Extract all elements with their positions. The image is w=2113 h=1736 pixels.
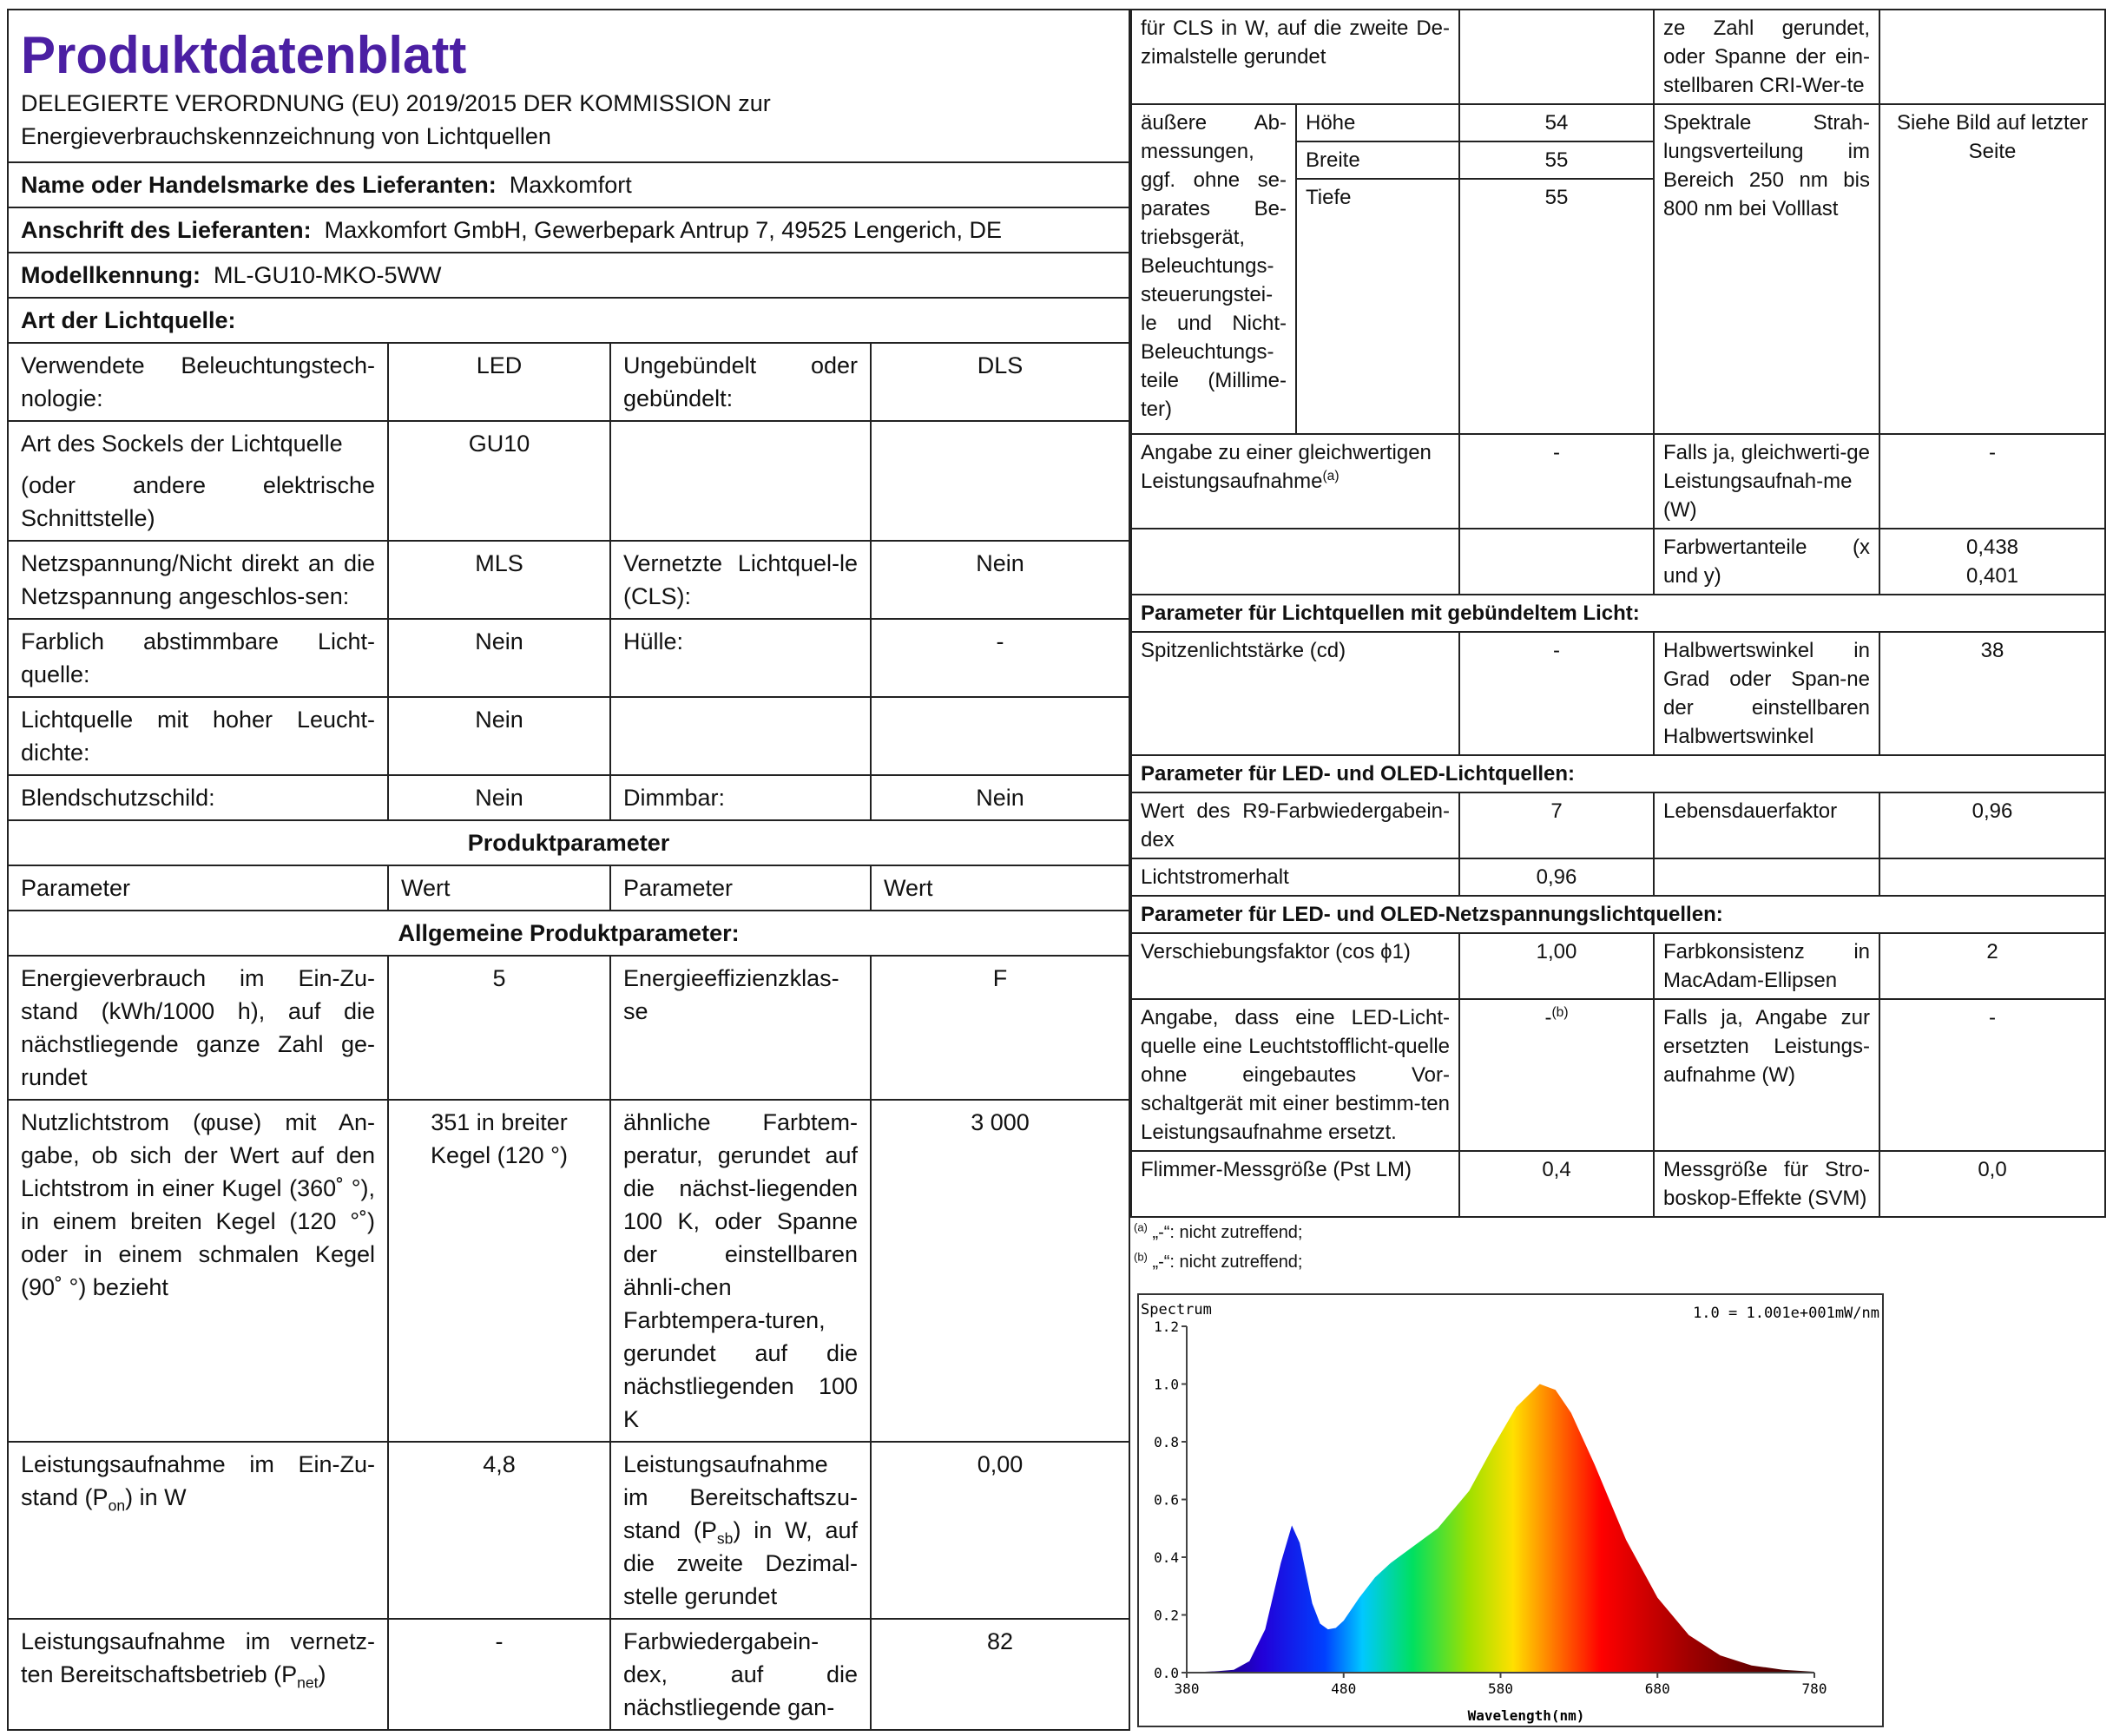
networked-standby-label [8, 1619, 388, 1730]
directional-params-heading: Parameter für Lichtquellen mit gebündeltem Licht: [1131, 595, 2105, 632]
on-mode-power-label-end: ) in W [125, 1484, 187, 1510]
footnote-a-marker: (a) [1322, 469, 1340, 483]
energy-consumption-value: 5 [388, 956, 610, 1100]
y-tick-label: 1.2 [1154, 1318, 1179, 1335]
x-tick-label: 380 [1174, 1680, 1200, 1697]
cri-label: Farbwiedergabein-dex, auf die nächstliegende gan- [610, 1619, 871, 1730]
footnote-b-mark: (b) [1134, 1250, 1148, 1264]
on-mode-power-label-text: Leistungsaufnahme im Ein-Zu-stand (P [21, 1451, 375, 1510]
stroboscopic-label: Messgröße für Stro-boskop-Effekte (SVM) [1654, 1151, 1879, 1217]
light-type-heading: Art der Lichtquelle: [8, 298, 1129, 343]
left-column [7, 9, 1129, 1731]
regulation-line-1: DELEGIERTE VERORDNUNG (EU) 2019/2015 DER KOMMISSION zur [21, 90, 771, 116]
fluorescent-replacement-value-text: - [1544, 1006, 1552, 1029]
envelope-value: - [871, 619, 1129, 697]
mains-value: MLS [388, 541, 610, 619]
stroboscopic-value: 0,0 [1879, 1151, 2105, 1217]
height-value: 54 [1459, 104, 1654, 141]
empty-cell [1654, 858, 1879, 896]
datasheet-right-table [1130, 9, 2106, 1218]
glare-shield-value: Nein [388, 775, 610, 820]
displacement-factor-value: 1,00 [1459, 933, 1654, 999]
dimmable-label: Dimmbar: [610, 775, 871, 820]
color-tunable-label: Farblich abstimmbare Licht-quelle: [8, 619, 388, 697]
footnote-b-text: „-“: nicht zutreffend; [1152, 1253, 1303, 1272]
col-header-param: Parameter [8, 865, 388, 911]
equivalent-power-label [1131, 434, 1459, 529]
high-luminance-value: Nein [388, 697, 610, 775]
color-tunable-value: Nein [388, 619, 610, 697]
general-params-heading: Allgemeine Produktparameter: [8, 911, 1129, 956]
networked-standby-label-end: ) [318, 1661, 326, 1687]
product-params-heading: Produktparameter [8, 820, 1129, 865]
standby-power-label [610, 1442, 871, 1619]
empty-cell [871, 697, 1129, 775]
luminous-flux-label: Nutzlichtstrom (φuse) mit An-gabe, ob sich der Wert auf den Lichtstrom in einer Kugel (360˚ °), in einem breiten Kegel (120 °˚) oder in einem schmalen Kegel (90˚ °) bezieht [8, 1100, 388, 1442]
regulation-line-2: Energieverbrauchskennzeichnung von Lichtquellen [21, 123, 551, 149]
footnote-a [1130, 1218, 2104, 1247]
y-tick-label: 0.6 [1154, 1491, 1179, 1509]
standby-power-subscript: sb [716, 1529, 734, 1548]
cri-value: 82 [871, 1619, 1129, 1730]
equivalent-power-value: - [1459, 434, 1654, 529]
replaced-power-label: Falls ja, Angabe zur ersetzten Leistungs-aufnahme (W) [1654, 999, 1879, 1151]
socket-value: GU10 [388, 421, 610, 541]
equivalent-power-w-label: Falls ja, gleichwerti-ge Leistungsaufnah-me (W) [1654, 434, 1879, 529]
fluorescent-replacement-value [1459, 999, 1654, 1151]
chromaticity-y: 0,401 [1965, 564, 2019, 588]
tech-label: Verwendete Beleuchtungstech-nologie: [8, 343, 388, 421]
focus-value: DLS [871, 343, 1129, 421]
high-luminance-label: Lichtquelle mit hoher Leucht-dichte: [8, 697, 388, 775]
col-header-value: Wert [871, 865, 1129, 911]
spectral-distribution-value: Siehe Bild auf letzter Seite [1879, 104, 2105, 434]
chart-scale-note: 1.0 = 1.001e+001mW/nm [1693, 1305, 1879, 1322]
envelope-label: Hülle: [610, 619, 871, 697]
footnote-b-marker: (b) [1551, 1005, 1569, 1020]
supplier-address-value: Maxkomfort GmbH, Gewerbepark Antrup 7, 49525 Lengerich, DE [324, 217, 1002, 243]
energy-class-label: Energieeffizienzklas-se [610, 956, 871, 1100]
replaced-power-value: - [1879, 999, 2105, 1151]
model-row [8, 253, 1129, 298]
supplier-name-row [8, 162, 1129, 207]
lumen-maintenance-label: Lichtstromerhalt [1131, 858, 1459, 896]
networked-standby-value: - [388, 1619, 610, 1730]
r9-label: Wert des R9-Farbwiedergabein-dex [1131, 792, 1459, 858]
cri-label-cont: ze Zahl gerundet, oder Spanne der ein-stellbaren CRI-Wer-te [1654, 10, 1879, 104]
depth-label: Tiefe [1296, 179, 1459, 434]
height-label: Höhe [1296, 104, 1459, 141]
equivalent-power-label-text: Angabe zu einer gleichwertigen Leistungsaufnahme [1141, 441, 1432, 493]
energy-class-value: F [871, 956, 1129, 1100]
chromaticity-label: Farbwertanteile (x und y) [1654, 529, 1879, 595]
energy-consumption-label: Energieverbrauch im Ein-Zu-stand (kWh/1000 h), auf die nächstliegende ganze Zahl ge-rundet [8, 956, 388, 1100]
equivalent-power-w-value: - [1879, 434, 2105, 529]
spectral-distribution-label: Spektrale Strah-lungsverteilung im Bereich 250 nm bis 800 nm bei Volllast [1654, 104, 1879, 434]
flicker-label: Flimmer-Messgröße (Pst LM) [1131, 1151, 1459, 1217]
depth-value: 55 [1459, 179, 1654, 434]
y-tick-label: 0.0 [1154, 1665, 1179, 1681]
col-header-value: Wert [388, 865, 610, 911]
supplier-name-label: Name oder Handelsmarke des Lieferanten: [21, 172, 497, 198]
socket-label [8, 421, 388, 541]
datasheet-left-table [7, 9, 1130, 1731]
empty-cell [1459, 529, 1654, 595]
empty-cell [1879, 10, 2105, 104]
empty-cell [1131, 529, 1459, 595]
networked-standby-subscript: net [297, 1674, 319, 1692]
model-value: ML-GU10-MKO-5WW [214, 262, 442, 288]
networked-value: Nein [871, 541, 1129, 619]
survival-factor-label: Lebensdauerfaktor [1654, 792, 1879, 858]
x-tick-label: 780 [1801, 1680, 1827, 1697]
standby-power-value: 0,00 [871, 1442, 1129, 1619]
color-consistency-value: 2 [1879, 933, 2105, 999]
displacement-factor-label: Verschiebungsfaktor (cos ϕ1) [1131, 933, 1459, 999]
socket-label-line2: (oder andere elektrische Schnittstelle) [21, 472, 375, 531]
on-mode-power-subscript: on [108, 1496, 126, 1515]
width-label: Breite [1296, 141, 1459, 179]
y-tick-label: 1.0 [1154, 1376, 1179, 1393]
led-params-heading: Parameter für LED- und OLED-Lichtquellen: [1131, 755, 2105, 792]
chromaticity-x: 0,438 [1965, 536, 2019, 559]
chart-title: Spectrum [1141, 1301, 1212, 1318]
cls-standby-label-cont: für CLS in W, auf die zweite De-zimalstelle gerundet [1131, 10, 1459, 104]
peak-intensity-value: - [1459, 632, 1654, 755]
footnote-b [1130, 1247, 2104, 1277]
color-consistency-label: Farbkonsistenz in MacAdam-Ellipsen [1654, 933, 1879, 999]
footnote-a-text: „-“: nicht zutreffend; [1152, 1223, 1303, 1242]
fluorescent-replacement-label: Angabe, dass eine LED-Licht-quelle eine Leuchtstofflicht-quelle ohne eingebautes Vor-schaltgerät mit einer bestimm-ten Leistungsaufnahme ersetzt. [1131, 999, 1459, 1151]
on-mode-power-label [8, 1442, 388, 1619]
x-tick-label: 580 [1488, 1680, 1513, 1697]
dimensions-label: äußere Ab-messungen, ggf. ohne se-parates Be-triebsgerät, Beleuchtungs-steuerungstei-le und Nicht-Beleuchtungs-teile (Millime-ter) [1131, 104, 1296, 434]
chromaticity-value [1879, 529, 2105, 595]
cct-value: 3 000 [871, 1100, 1129, 1442]
beam-angle-label: Halbwertswinkel in Grad oder Span-ne der einstellbaren Halbwertswinkel [1654, 632, 1879, 755]
supplier-name-value: Maxkomfort [509, 172, 632, 198]
beam-angle-value: 38 [1879, 632, 2105, 755]
survival-factor-value: 0,96 [1879, 792, 2105, 858]
cct-label: ähnliche Farbtem-peratur, gerundet auf die nächst-liegenden 100 K, oder Spanne der einstellbaren ähnli-chen Farbtempera-turen, gerundet auf die nächstliegenden 100 K [610, 1100, 871, 1442]
standby-power-label-end: ) in W, auf die zweite Dezimal-stelle gerundet [623, 1517, 858, 1609]
chart-x-label: Wavelength(nm) [1467, 1707, 1585, 1724]
empty-cell [610, 697, 871, 775]
networked-standby-label-text: Leistungsaufnahme im vernetz-ten Bereitschaftsbetrieb (P [21, 1628, 375, 1687]
luminous-flux-value: 351 in breiter Kegel (120 °) [388, 1100, 610, 1442]
lumen-maintenance-value: 0,96 [1459, 858, 1654, 896]
dimmable-value: Nein [871, 775, 1129, 820]
right-column [1130, 9, 2104, 1277]
model-label: Modellkennung: [21, 262, 201, 288]
width-value: 55 [1459, 141, 1654, 179]
x-tick-label: 480 [1331, 1680, 1357, 1697]
col-header-param: Parameter [610, 865, 871, 911]
y-tick-label: 0.2 [1154, 1607, 1179, 1624]
y-tick-label: 0.4 [1154, 1549, 1179, 1566]
supplier-address-label: Anschrift des Lieferanten: [21, 217, 312, 243]
mains-label: Netzspannung/Nicht direkt an die Netzspannung angeschlos-sen: [8, 541, 388, 619]
flicker-value: 0,4 [1459, 1151, 1654, 1217]
r9-value: 7 [1459, 792, 1654, 858]
empty-cell [610, 421, 871, 541]
glare-shield-label: Blendschutzschild: [8, 775, 388, 820]
peak-intensity-label: Spitzenlichtstärke (cd) [1131, 632, 1459, 755]
x-tick-label: 680 [1644, 1680, 1670, 1697]
empty-cell [871, 421, 1129, 541]
footnote-a-mark: (a) [1134, 1220, 1148, 1234]
empty-cell [1879, 858, 2105, 896]
page-title: Produktdatenblatt [21, 26, 467, 84]
mains-led-params-heading: Parameter für LED- und OLED-Netzspannungslichtquellen: [1131, 896, 2105, 933]
spectrum-chart [1137, 1293, 1884, 1727]
supplier-address-row [8, 207, 1129, 253]
empty-cell [1459, 10, 1654, 104]
y-tick-label: 0.8 [1154, 1434, 1179, 1450]
socket-label-line1: Art des Sockels der Lichtquelle [21, 431, 343, 457]
standby-power-label-text: Leistungsaufnahme im Bereitschaftszu-stand (P [623, 1451, 858, 1543]
networked-label: Vernetzte Lichtquel-le (CLS): [610, 541, 871, 619]
focus-label: Ungebündelt oder gebündelt: [610, 343, 871, 421]
tech-value: LED [388, 343, 610, 421]
on-mode-power-value: 4,8 [388, 1442, 610, 1619]
